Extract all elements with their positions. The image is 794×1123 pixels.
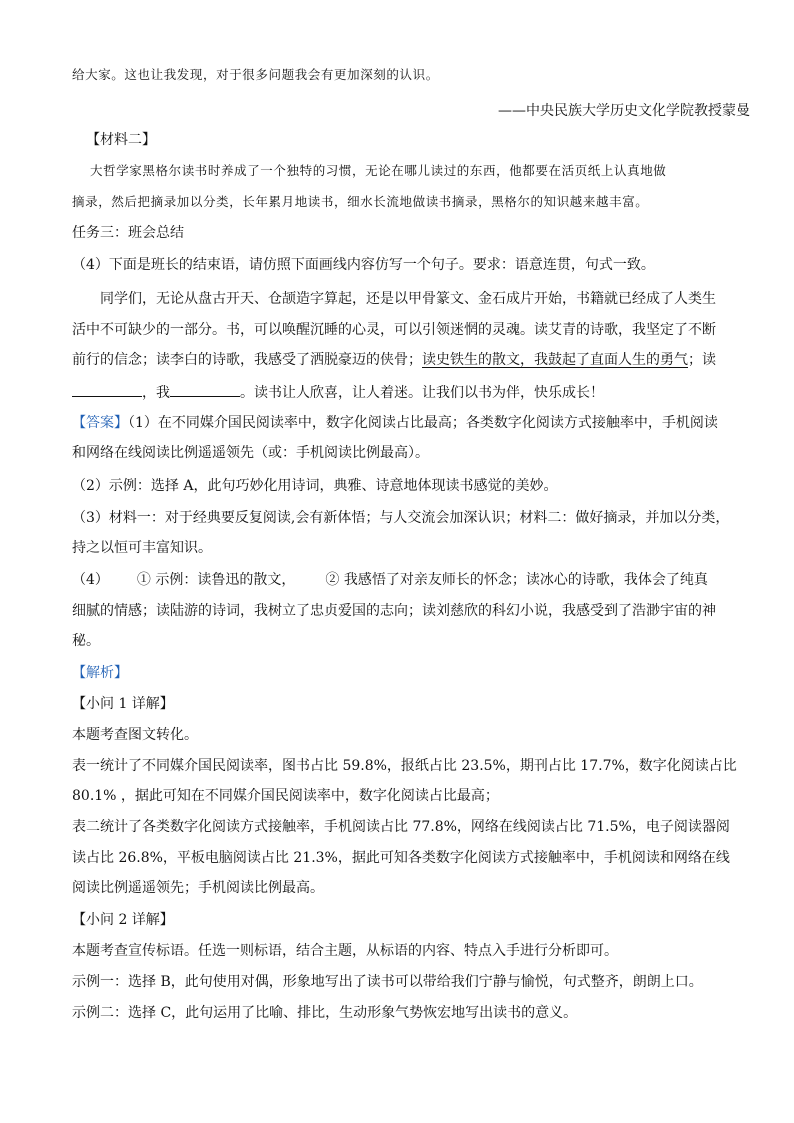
- paragraph-line: 同学们，无论从盘古开天、仓颉造字算起，还是以甲骨篆文、金石成片开始，书籍就已经成了人类生: [100, 291, 716, 307]
- signature-line: ——中央民族大学历史文化学院教授蒙曼: [498, 103, 750, 119]
- answer-line: 持之以恒可丰富知识。: [72, 540, 212, 556]
- answer-line: 细腻的情感；读陆游的诗词，我树立了忠贞爱国的志向；读刘慈欣的科幻小说，我感受到了浩渺宇宙的神: [72, 603, 716, 619]
- text-line: 给大家。这也让我发现，对于很多问题我会有更加深刻的认识。: [72, 67, 439, 82]
- text-line: 大哲学家黑格尔读书时养成了一个独特的习惯，无论在哪儿读过的东西，他都要在活页纸上认真地做: [90, 163, 667, 178]
- subquestion-heading: 【小问 2 详解】: [72, 912, 174, 928]
- answer-line: 秘。: [72, 633, 100, 649]
- paragraph-text: 前行的信念；读李白的诗歌，我感受了洒脱豪迈的侠骨；: [72, 352, 422, 368]
- task-heading: 任务三：班会总结: [72, 225, 184, 241]
- answer-line: [72, 571, 708, 589]
- answer-text: （4）: [72, 572, 109, 588]
- text-line: 摘录，然后把摘录加以分类，长年累月地读书，细水长流地做读书摘录，黑格尔的知识越来越丰富。: [72, 194, 649, 209]
- analysis-line: 本题考查图文转化。: [72, 727, 198, 743]
- answer-line: （2）示例：选择 A，此句巧妙化用诗词，典雅、诗意地体现读书感觉的美妙。: [72, 478, 558, 494]
- analysis-line: 示例一：选择 B，此句使用对偶，形象地写出了读书可以带给我们宁静与愉悦，句式整齐，朗朗上口。: [72, 974, 703, 990]
- paragraph-line: [72, 381, 604, 402]
- analysis-line: 80.1% ，据此可知在不同媒介国民阅读率中，数字化阅读占比最高；: [72, 788, 499, 804]
- answer-line: （3）材料一：对于经典要反复阅读,会有新体悟；与人交流会加深认识；材料二：做好摘录，并加以分类，: [72, 510, 730, 526]
- answer-blank-2[interactable]: [170, 381, 240, 397]
- subquestion-heading: 【小问 1 详解】: [72, 696, 174, 712]
- analysis-line: 阅读比例遥遥领先；手机阅读比例最高。: [72, 880, 324, 896]
- underlined-model-sentence: 读史铁生的散文，我鼓起了直面人生的勇气: [422, 352, 688, 368]
- paragraph-text: ；读: [688, 352, 716, 368]
- answer-text: ① 示例：读鲁迅的散文，: [136, 572, 296, 588]
- analysis-line: 表一统计了不同媒介国民阅读率，图书占比 59.8%，报纸占比 23.5%，期刊占比 17.7%，数字化阅读占比: [72, 758, 737, 774]
- paragraph-line: [72, 351, 716, 369]
- question-4: （4）下面是班长的结束语，请仿照下面画线内容仿写一个句子。要求：语意连贯，句式一致。: [72, 257, 655, 273]
- analysis-line: 本题考查宣传标语。任选一则标语，结合主题，从标语的内容、特点入手进行分析即可。: [72, 943, 618, 959]
- paragraph-text: ，我: [142, 385, 170, 401]
- analysis-line: 读占比 26.8%，平板电脑阅读占比 21.3%，据此可知各类数字化阅读方式接触率中，手机阅读和网络在线: [72, 850, 730, 866]
- analysis-line: 表二统计了各类数字化阅读方式接触率，手机阅读占比 77.8%，网络在线阅读占比 71.5%，电子阅读器阅: [72, 819, 730, 835]
- answer-text: ② 我感悟了对亲友师长的怀念；读冰心的诗歌，我体会了纯真: [325, 572, 708, 588]
- answer-line: 和网络在线阅读比例遥遥领先（或：手机阅读比例最高）。: [72, 445, 429, 461]
- answer-text: （1）在不同媒介国民阅读率中，数字化阅读占比最高；各类数字化阅读方式接触率中，手机阅读: [128, 415, 718, 431]
- paragraph-line: 活中不可缺少的一部分。书，可以唤醒沉睡的心灵，可以引领迷惘的灵魂。读艾青的诗歌，我坚定了不断: [72, 322, 716, 338]
- analysis-line: 示例二：选择 C，此句运用了比喻、排比，生动形象气势恢宏地写出读书的意义。: [72, 1005, 578, 1021]
- answer-label: 【答案】: [72, 415, 128, 431]
- analysis-label: 【解析】: [72, 665, 128, 681]
- answer-blank-1[interactable]: [72, 381, 142, 397]
- answer-line: [72, 414, 718, 432]
- paragraph-text: 。读书让人欣喜，让人着迷。让我们以书为伴，快乐成长！: [240, 385, 604, 401]
- material-2-title: 【材料二】: [86, 132, 156, 148]
